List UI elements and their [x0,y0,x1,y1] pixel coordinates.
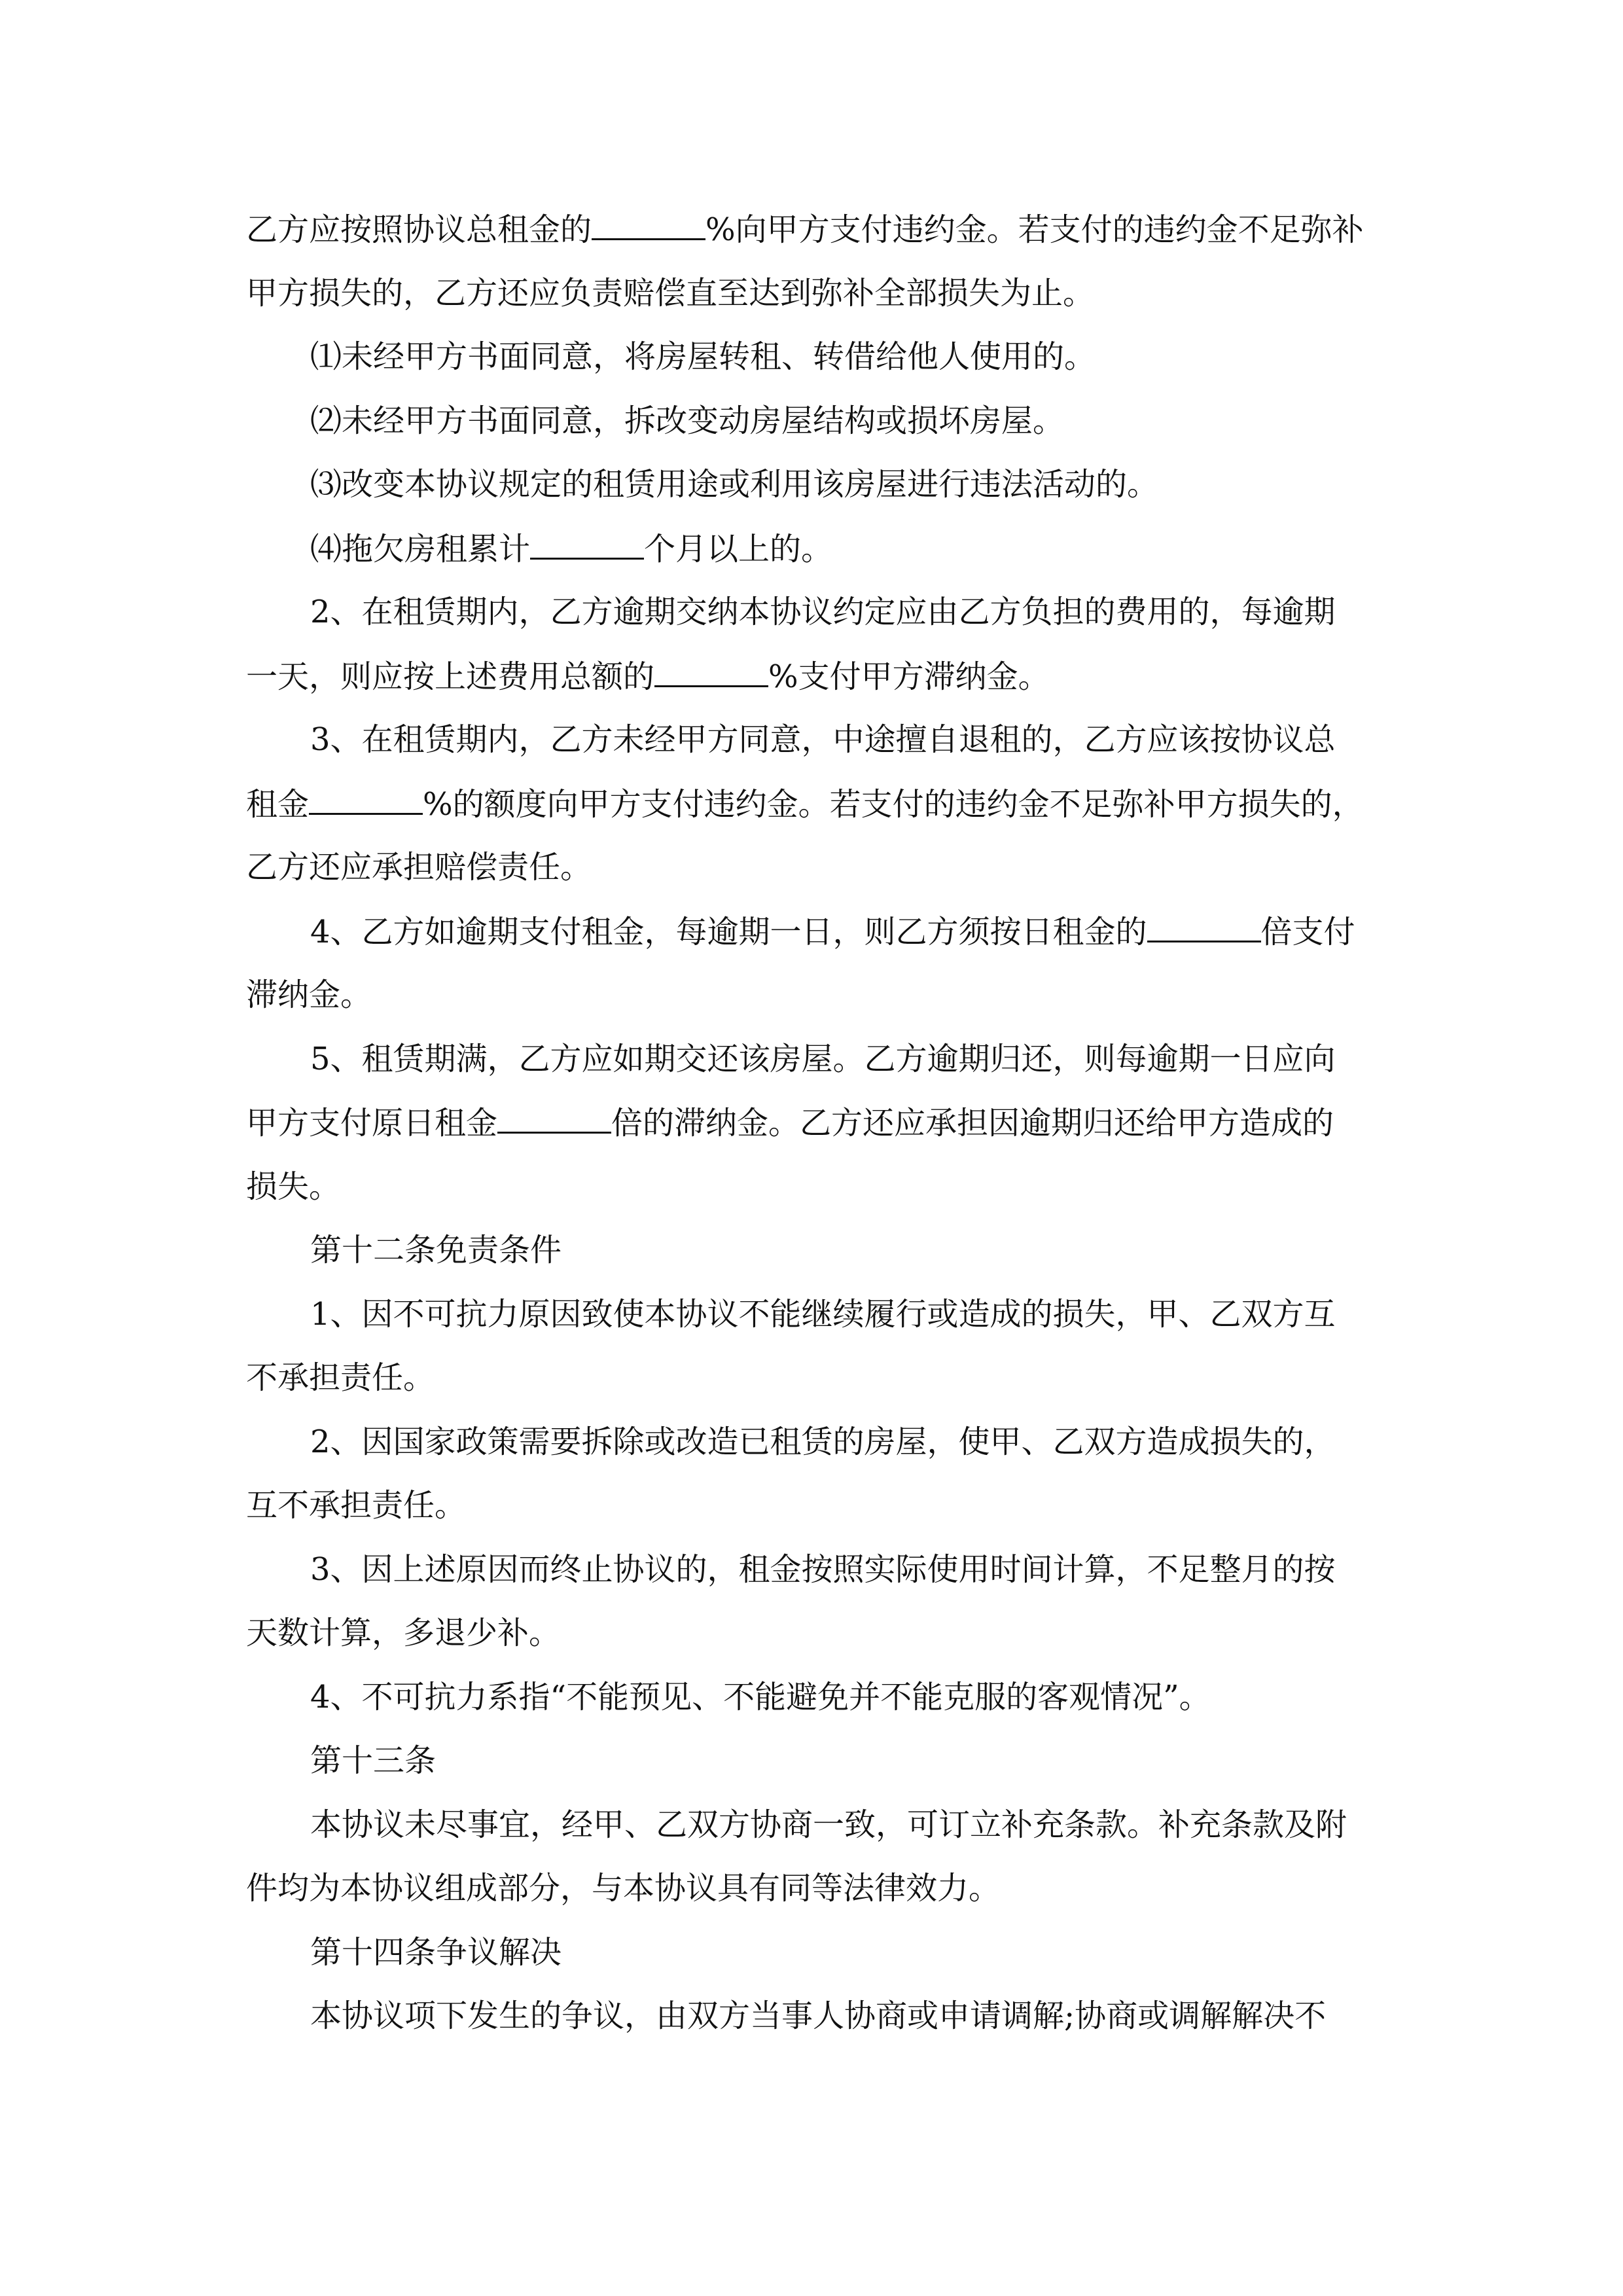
fill-in-blank [592,209,705,240]
text-line: 乙方应按照协议总租金的 %向甲方支付违约金。若支付的违约金不足弥补 [246,209,1364,249]
text-line: 损失。 [246,1168,341,1205]
text-line: 3、在租赁期内，乙方未经甲方同意，中途擅自退租的，乙方应该按协议总 [310,721,1336,758]
text-line: 天数计算，多退少补。 [246,1615,561,1651]
text-line: 4、乙方如逾期支付租金，每逾期一日，则乙方须按日租金的 倍支付 [310,912,1355,951]
text-line: 乙方还应承担赔偿责任。 [246,849,592,886]
fill-in-blank [497,1103,611,1134]
text-line: ⑷拖欠房租累计 个月以上的。 [310,529,832,568]
text-line: 租金 %的额度向甲方支付违约金。若支付的违约金不足弥补甲方损失的， [246,784,1364,823]
text-line: 不承担责任。 [246,1359,435,1396]
text-line: 件均为本协议组成部分，与本协议具有同等法律效力。 [246,1870,1001,1907]
fill-in-blank [530,529,644,560]
text-line: 1、因不可抗力原因致使本协议不能继续履行或造成的损失，甲、乙双方互 [310,1296,1336,1333]
text-line: 4、不可抗力系指“不能预见、不能避免并不能克服的客观情况”。 [310,1679,1211,1715]
text-line: 甲方支付原日租金 倍的滞纳金。乙方还应承担因逾期归还给甲方造成的 [246,1103,1334,1142]
section-heading: 第十二条免责条件 [310,1232,562,1268]
text-line: 本协议未尽事宜，经甲、乙双方协商一致，可订立补充条款。补充条款及附 [310,1806,1347,1843]
text-line: 5、租赁期满，乙方应如期交还该房屋。乙方逾期归还，则每逾期一日应向 [310,1041,1336,1077]
text-line: ⑴未经甲方书面同意，将房屋转租、转借给他人使用的。 [310,338,1096,375]
text-line: 本协议项下发生的争议，由双方当事人协商或申请调解;协商或调解解决不 [310,1998,1327,2034]
text-line: 一天，则应按上述费用总额的 %支付甲方滞纳金。 [246,656,1050,696]
text-line: 3、因上述原因而终止协议的，租金按照实际使用时间计算，不足整月的按 [310,1551,1336,1588]
section-heading: 第十四条争议解决 [310,1934,562,1971]
fill-in-blank [654,656,768,687]
text-line: ⑵未经甲方书面同意，拆改变动房屋结构或损坏房屋。 [310,403,1065,439]
text-line: 互不承担责任。 [246,1487,467,1524]
text-line: 2、因国家政策需要拆除或改造已租赁的房屋，使甲、乙双方造成损失的， [310,1424,1336,1460]
text-line: 滞纳金。 [246,977,372,1013]
fill-in-blank [1147,912,1261,942]
fill-in-blank [309,784,423,815]
section-heading: 第十三条 [310,1742,437,1779]
text-line: 2、在租赁期内，乙方逾期交纳本协议约定应由乙方负担的费用的，每逾期 [310,594,1336,630]
text-line: ⑶改变本协议规定的租赁用途或利用该房屋进行违法活动的。 [310,466,1159,503]
text-line: 甲方损失的，乙方还应负责赔偿直至达到弥补全部损失为止。 [246,275,1095,312]
